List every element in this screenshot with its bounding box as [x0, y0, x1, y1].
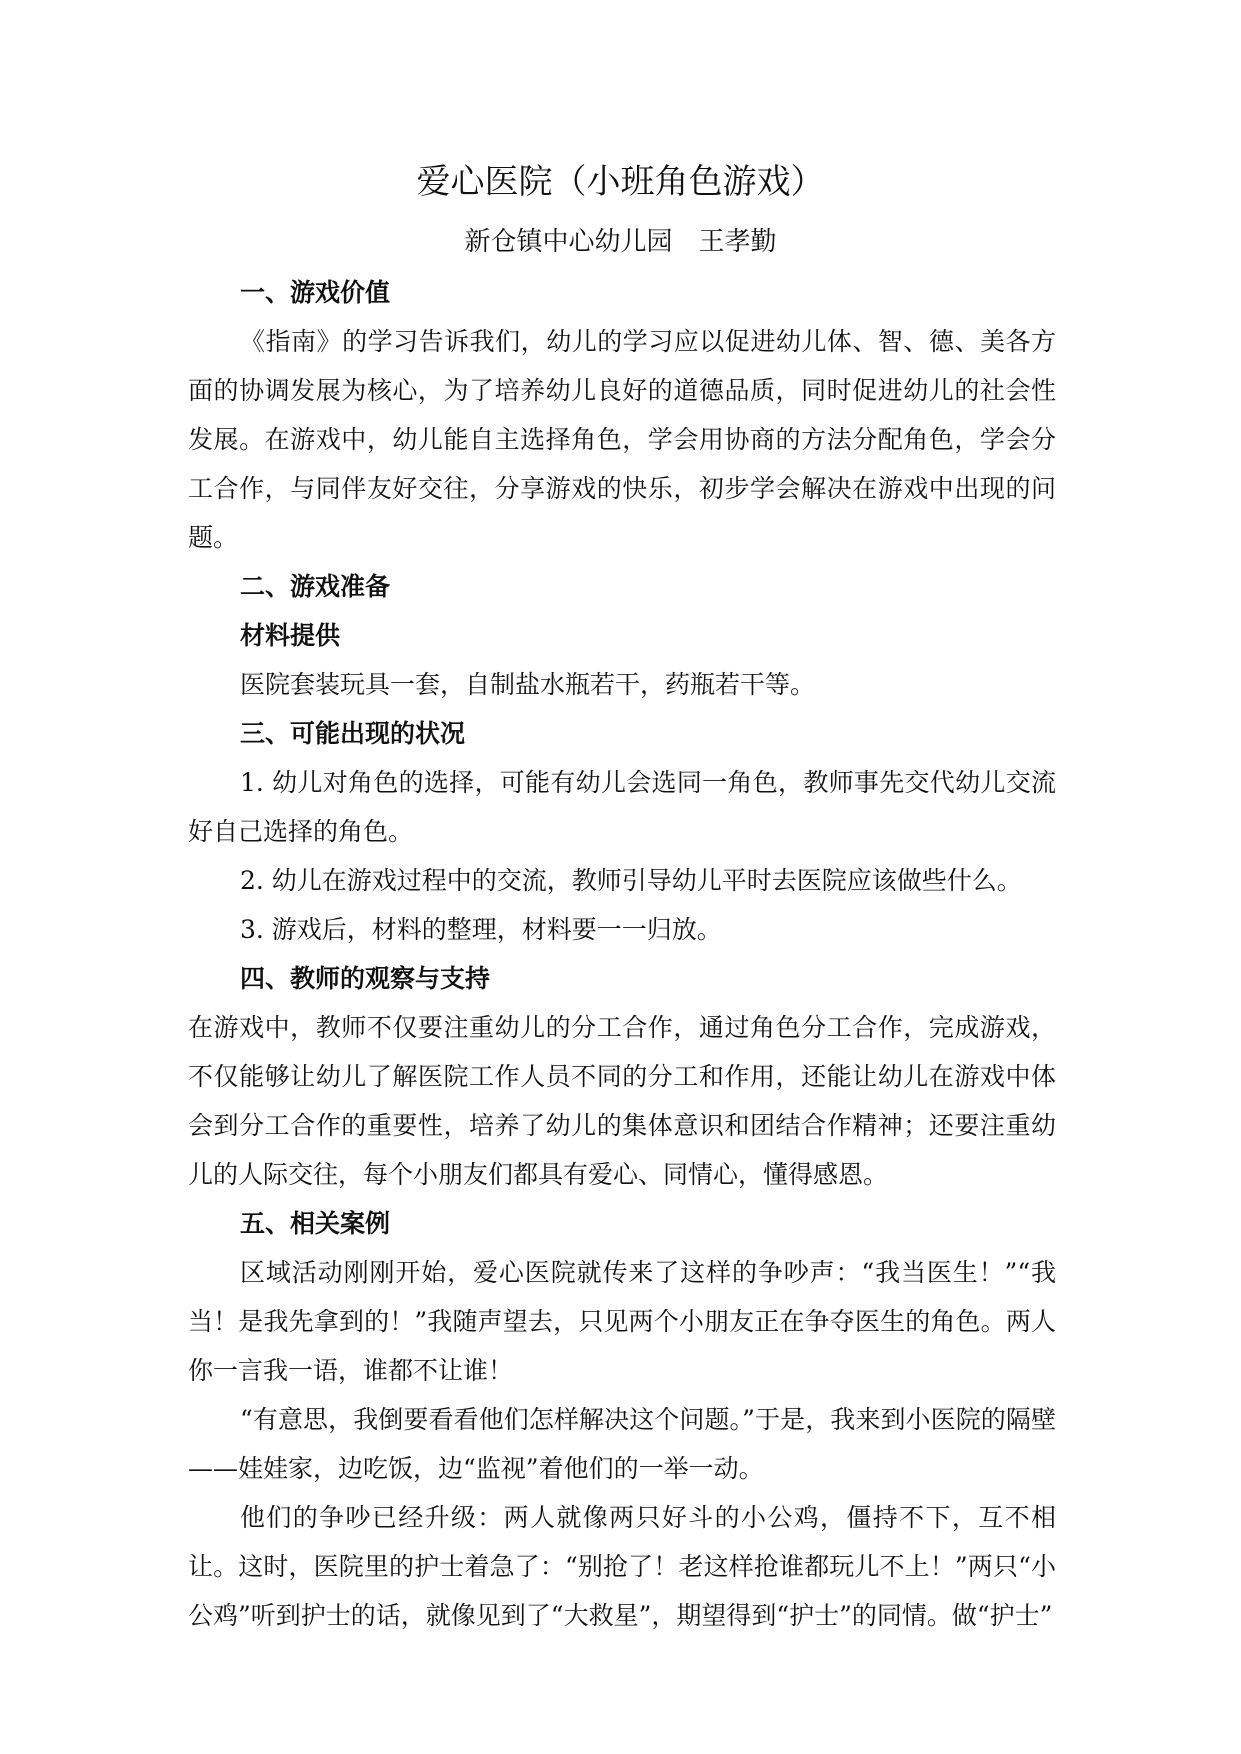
list-item-situation-3: 3. 游戏后，材料的整理，材料要一一归放。 — [240, 915, 722, 944]
document-body — [188, 268, 1056, 1640]
section-heading-observation: 四、教师的观察与支持 — [240, 964, 491, 993]
subheading-materials: 材料提供 — [240, 621, 341, 650]
list-item-situation-1: 1. 幼儿对角色的选择，可能有幼儿会选同一角色，教师事先交代幼儿交流好自己选择的角色。 — [188, 768, 1056, 846]
paragraph-value: 《指南》的学习告诉我们，幼儿的学习应以促进幼儿体、智、德、美各方面的协调发展为核心，为了培养幼儿良好的道德品质，同时促进幼儿的社会性发展。在游戏中，幼儿能自主选择角色，学会用协商的方法分配角色，学会分工合作，与同伴友好交往，分享游戏的快乐，初步学会解决在游戏中出现的问题。 — [188, 327, 1056, 552]
paragraph-case-3: 他们的争吵已经升级：两人就像两只好斗的小公鸡，僵持不下，互不相让。这时，医院里的护士着急了：“别抢了！老这样抢谁都玩儿不上！”两只“小公鸡”听到护士的话，就像见到了“大救星”，期望得到“护士”的同情。做“护士” — [188, 1503, 1056, 1630]
section-heading-value: 一、游戏价值 — [240, 278, 391, 307]
list-item-situation-2: 2. 幼儿在游戏过程中的交流，教师引导幼儿平时去医院应该做些什么。 — [240, 866, 1022, 895]
paragraph-materials: 医院套装玩具一套，自制盐水瓶若干，药瓶若干等。 — [240, 670, 816, 699]
paragraph-case-2: “有意思，我倒要看看他们怎样解决这个问题。”于是，我来到小医院的隔壁——娃娃家，边吃饭，边“监视”着他们的一举一动。 — [188, 1405, 1056, 1483]
document-title: 爱心医院（小班角色游戏） — [416, 162, 825, 202]
paragraph-case-1: 区域活动刚刚开始，爱心医院就传来了这样的争吵声：“我当医生！”“我当！是我先拿到的！”我随声望去，只见两个小朋友正在争夺医生的角色。两人你一言我一语，谁都不让谁！ — [188, 1258, 1056, 1385]
section-heading-cases: 五、相关案例 — [240, 1209, 391, 1238]
paragraph-observation: 在游戏中，教师不仅要注重幼儿的分工合作，通过角色分工合作，完成游戏，不仅能够让幼儿了解医院工作人员不同的分工和作用，还能让幼儿在游戏中体会到分工合作的重要性，培养了幼儿的集体意识和团结合作精神；还要注重幼儿的人际交往，每个小朋友们都具有爱心、同情心，懂得感恩。 — [188, 1013, 1056, 1189]
section-heading-preparation: 二、游戏准备 — [240, 572, 391, 601]
author-line: 新仓镇中心幼儿园 王孝勤 — [464, 227, 777, 257]
section-heading-situations: 三、可能出现的状况 — [240, 719, 466, 748]
